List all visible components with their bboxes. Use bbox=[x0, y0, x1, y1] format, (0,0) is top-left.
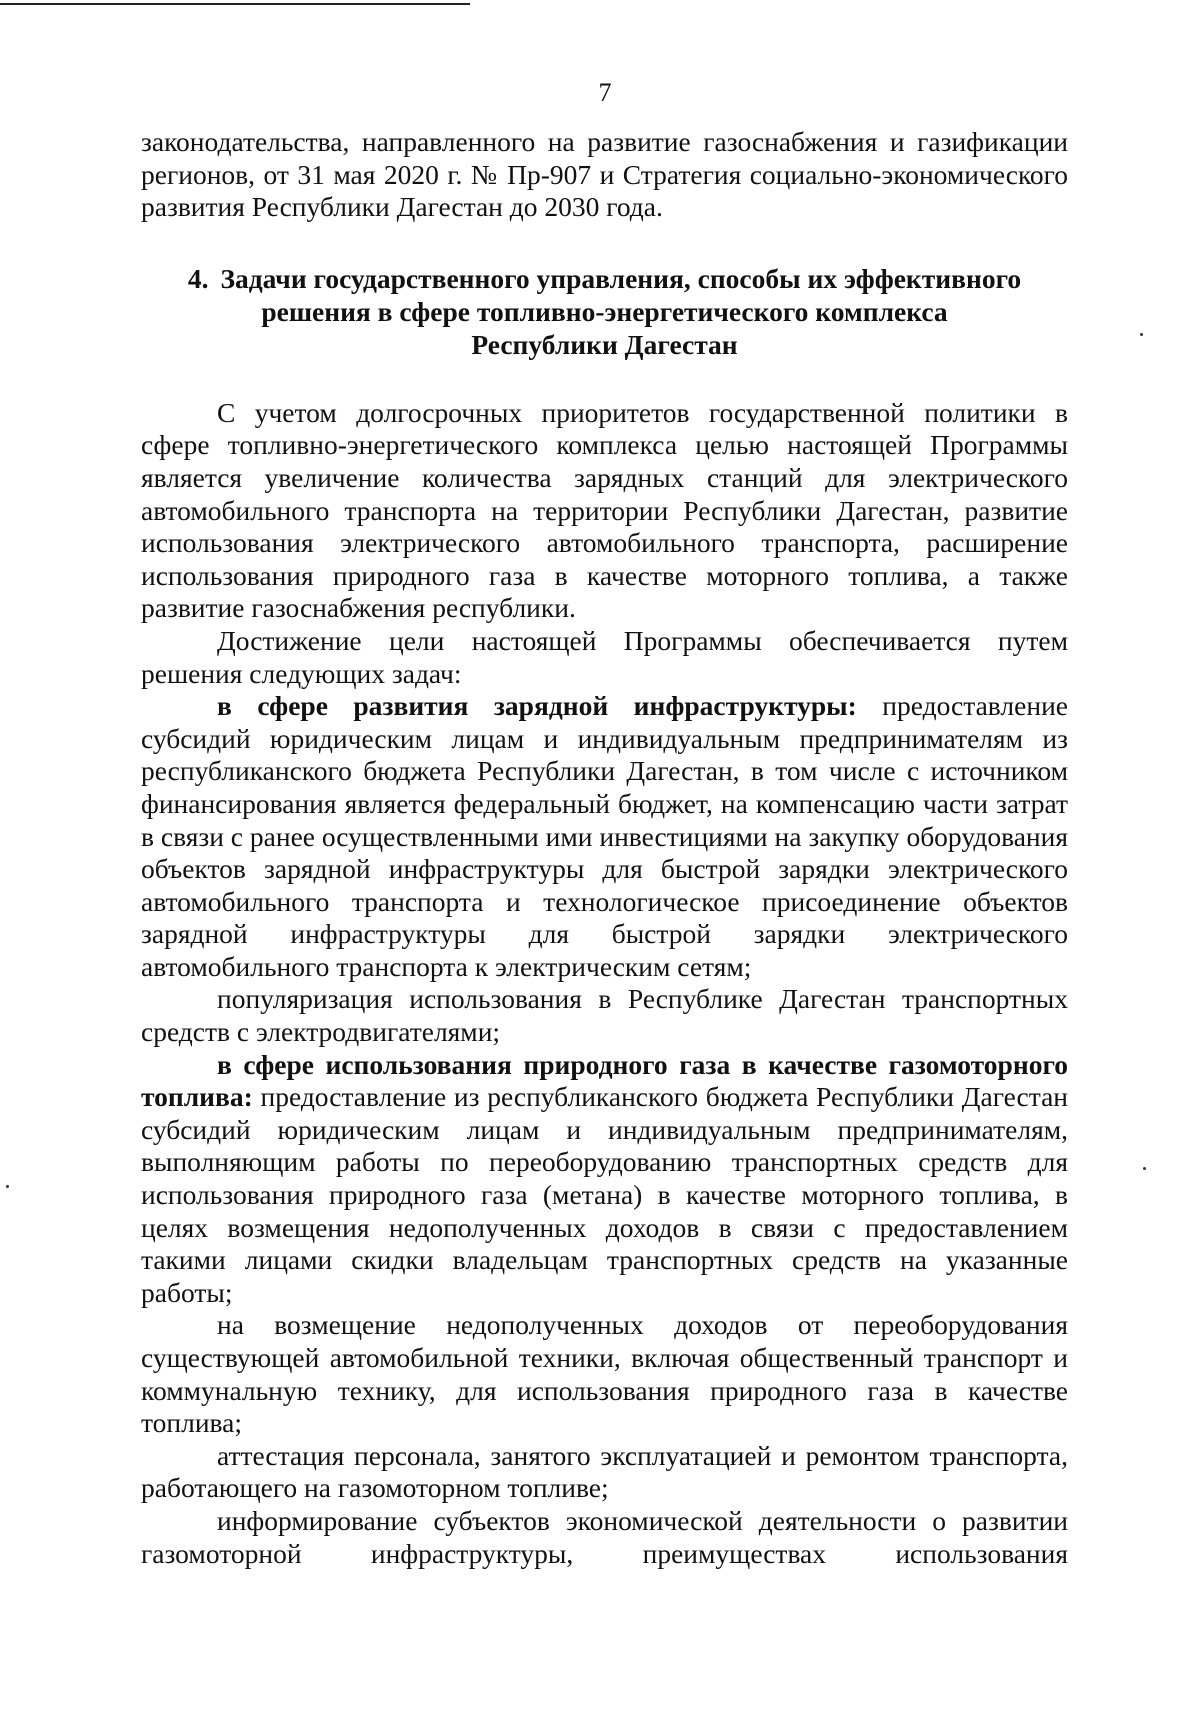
section-heading bbox=[141, 262, 1068, 361]
scan-speck bbox=[6, 1185, 9, 1188]
section-heading-line-2: решения в сфере топливно-энергетического комплекса bbox=[261, 295, 948, 327]
document-body bbox=[141, 126, 1068, 1570]
section-heading-text-1: Задачи государственного управления, способы их эффективного bbox=[220, 262, 1022, 294]
natural-gas-heading: в сфере использования природного газа в качестве газомоторного топлива: bbox=[141, 1048, 1068, 1113]
intro-paragraph: законодательства, направленного на развитие газоснабжения и газификации регионов, от 31 мая 2020 г. № Пр-907 и Стратегия социально-экономического развития Республики Дагестан до 2030 года. bbox=[141, 126, 1068, 223]
page-number: 7 bbox=[598, 78, 612, 107]
certification-paragraph: аттестация персонала, занятого эксплуатацией и ремонтом транспорта, работающего на газомоторном топливе; bbox=[141, 1439, 1068, 1504]
scan-speck bbox=[1143, 1167, 1146, 1170]
charging-infrastructure-paragraph bbox=[141, 690, 1068, 983]
charging-infrastructure-heading: в сфере развития зарядной инфраструктуры: bbox=[217, 690, 857, 722]
goal-paragraph: С учетом долгосрочных приоритетов государственной политики в сфере топливно-энергетического комплекса целью настоящей Программы является увеличение количества зарядных станций для электрического автомобильного транспорта на территории Республики Дагестан, развитие использования электрического автомобильного транспорта, расширение использования природного газа в качестве моторного топлива, а также развитие газоснабжения республики. bbox=[141, 396, 1068, 624]
section-heading-line-3: Республики Дагестан bbox=[471, 328, 738, 360]
compensation-paragraph: на возмещение недополученных доходов от переоборудования существующей автомобильной техники, включая общественный транспорт и коммунальную технику, для использования природного газа в качестве топлива; bbox=[141, 1309, 1068, 1439]
scan-speck bbox=[1140, 333, 1143, 336]
natural-gas-paragraph bbox=[141, 1049, 1068, 1310]
tasks-intro-paragraph: Достижение цели настоящей Программы обеспечивается путем решения следующих задач: bbox=[141, 624, 1068, 689]
informing-paragraph: информирование субъектов экономической деятельности о развитии газомоторной инфраструктуры, преимуществах использования bbox=[141, 1504, 1068, 1569]
popularization-paragraph: популяризация использования в Республике Дагестан транспортных средств с электродвигателями; bbox=[141, 983, 1068, 1048]
section-number: 4. bbox=[187, 262, 209, 294]
section-heading-line-1 bbox=[141, 262, 1068, 295]
natural-gas-text: предоставление из республиканского бюджета Республики Дагестан субсидий юридическим лицам и индивидуальным предпринимателям, выполняющим работы по переоборудованию транспортных средств для использования природного газа (метана) в качестве моторного топлива, в целях возмещения недополученных доходов в связи с предоставлением такими лицами скидки владельцам транспортных средств на указанные работы; bbox=[141, 1081, 1068, 1308]
scan-edge-line bbox=[0, 3, 470, 5]
charging-infrastructure-text: предоставление субсидий юридическим лицам и индивидуальным предпринимателям из республиканского бюджета Республики Дагестан, в том числе с источником финансирования является федеральный бюджет, на компенсацию части затрат в связи с ранее осуществленными ими инвестициями на закупку оборудования объектов зарядной инфраструктуры для быстрой зарядки электрического автомобильного транспорта и технологическое присоединение объектов зарядной инфраструктуры для быстрой зарядки электрического автомобильного транспорта к электрическим сетям; bbox=[141, 690, 1068, 982]
